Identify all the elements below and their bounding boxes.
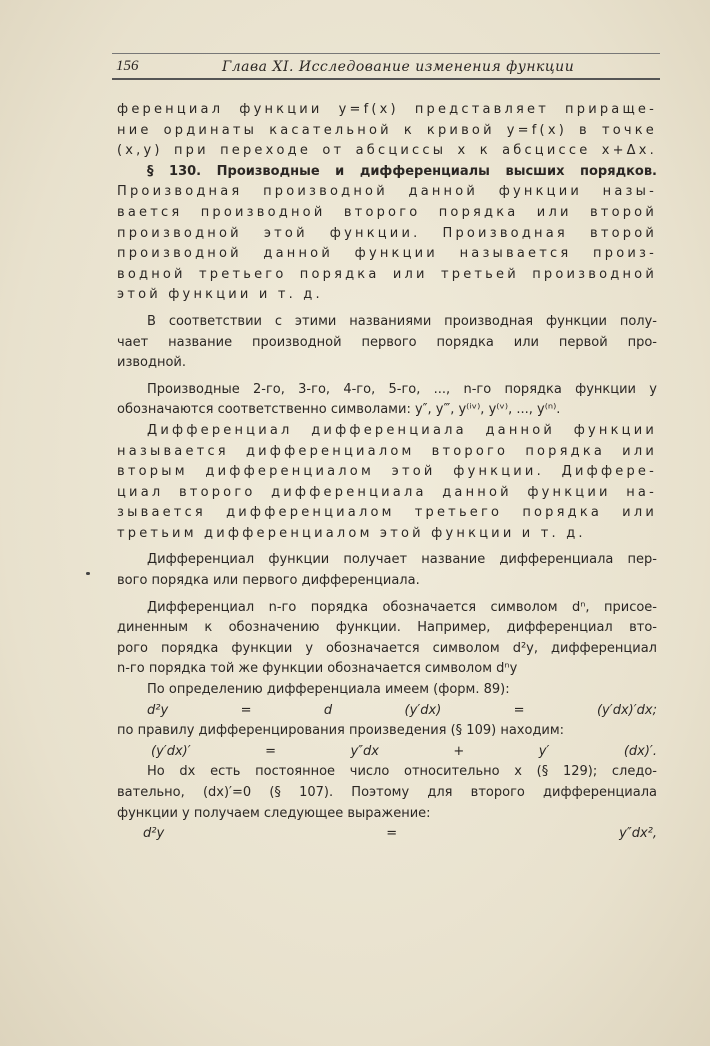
page-number: 156 bbox=[116, 58, 139, 74]
text-line: диненным к обозначению функции. Например, дифференциал вто- bbox=[117, 620, 657, 636]
formula: d²y = d (y′dx) = (y′dx)′dx; bbox=[147, 702, 657, 718]
text-line: циал второго дифференциала данной функции на- bbox=[117, 484, 657, 500]
text-line: Дифференциал дифференциала данной функции bbox=[147, 422, 657, 438]
text-line: Производная производной данной функции назы- bbox=[117, 184, 657, 200]
text-line: вательно, (dx)′=0 (§ 107). Поэтому для второго дифференциала bbox=[117, 785, 657, 800]
header-top-rule bbox=[112, 53, 660, 54]
text-line: зывается дифференциалом третьего порядка или bbox=[117, 505, 657, 521]
text-line: Дифференциал функции получает название дифференциала пер- bbox=[147, 552, 657, 568]
text-line: по правилу дифференцирования произведения (§ 109) находим: bbox=[117, 723, 565, 739]
text-line: вого порядка или первого дифференциала. bbox=[117, 573, 420, 589]
text-line: этой функции и т. д. bbox=[117, 287, 323, 303]
text-line: третьим дифференциалом этой функции и т. д. bbox=[117, 525, 586, 541]
formula: (y′dx)′ = y″dx + y′ (dx)′. bbox=[151, 743, 657, 759]
header-bottom-rule bbox=[112, 78, 660, 80]
text-line: рого порядка функции y обозначается символом d²y, дифференциал bbox=[117, 640, 657, 656]
text-line: изводной. bbox=[117, 355, 186, 371]
text-line: называется дифференциалом второго порядка или bbox=[117, 443, 657, 459]
margin-mark bbox=[86, 572, 90, 575]
text-line: ференциал функции y=f(x) представляет прираще- bbox=[117, 102, 657, 117]
text-line: В соответствии с этими названиями производная функции полу- bbox=[147, 313, 657, 329]
text-line: Но dx есть постоянное число относительно x (§ 129); следо- bbox=[147, 764, 657, 780]
text-line: чает название производной первого порядка или первой про- bbox=[117, 334, 657, 350]
text-line: Дифференциал n-го порядка обозначается символом dⁿ, присое- bbox=[147, 599, 657, 615]
text-line: По определению дифференциала имеем (форм. 89): bbox=[147, 682, 510, 698]
section-heading: § 130. Производные и дифференциалы высших порядков. bbox=[147, 163, 657, 179]
text-line: функции y получаем следующее выражение: bbox=[117, 805, 431, 821]
text-line: обозначаются соответственно символами: y″, y‴, y⁽ⁱᵛ⁾, y⁽ᵛ⁾, ..., y⁽ⁿ⁾. bbox=[117, 402, 561, 418]
chapter-title: Глава XI. Исследование изменения функции bbox=[222, 59, 575, 75]
text-line: (x,y) при переходе от абсциссы x к абсциссе x+Δx. bbox=[117, 143, 657, 159]
text-line: n-го порядка той же функции обозначается символом dⁿy bbox=[117, 661, 518, 677]
text-line: Производные 2-го, 3-го, 4-го, 5-го, ..., n-го порядка функции y bbox=[147, 381, 657, 397]
text-line: вторым дифференциалом этой функции. Диффере- bbox=[117, 464, 657, 480]
text-line: производной данной функции называется произ- bbox=[117, 246, 657, 262]
formula: d²y = y″dx², bbox=[143, 826, 657, 842]
text-line: водной третьего порядка или третьей производной bbox=[117, 266, 657, 282]
text-line: вается производной второго порядка или второй bbox=[117, 204, 657, 220]
text-line: ние ординаты касательной к кривой y=f(x) в точке bbox=[117, 122, 657, 138]
text-line: производной этой функции. Производная второй bbox=[117, 225, 657, 241]
page-header bbox=[112, 44, 660, 80]
page-body bbox=[117, 100, 657, 845]
